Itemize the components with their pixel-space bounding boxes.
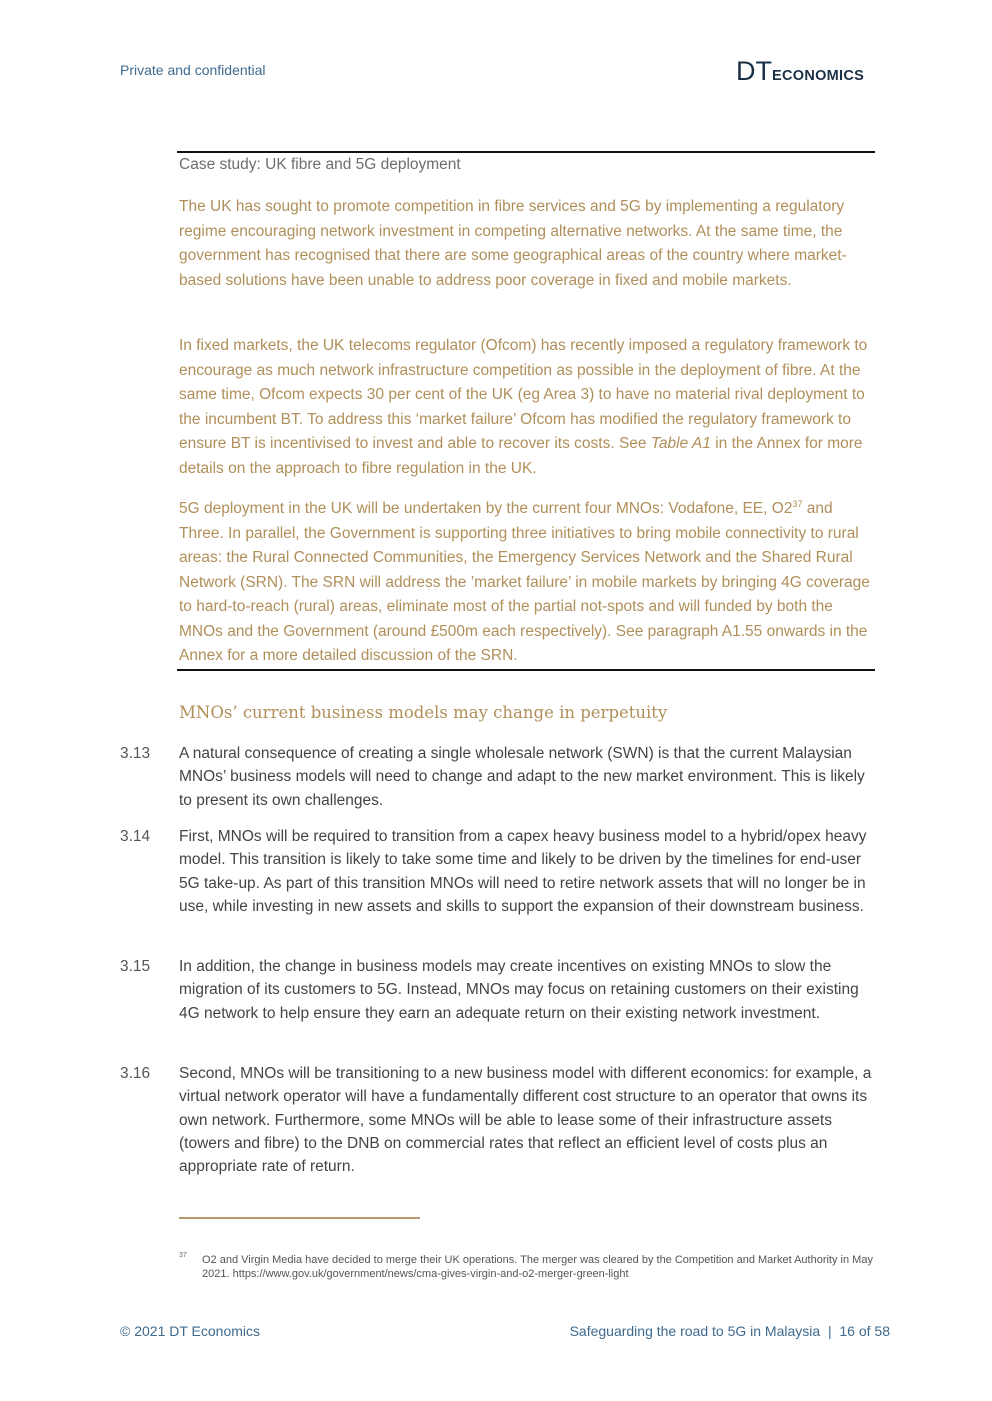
section-heading: MNOs’ current business models may change in perpetuity <box>179 703 668 722</box>
confidentiality-label: Private and confidential <box>120 62 266 78</box>
para2-text-after: in the Annex for more details on the approach to fibre regulation in the UK. <box>179 435 863 477</box>
page-number: 16 of 58 <box>839 1323 890 1339</box>
paragraph-text: In addition, the change in business models may create incentives on existing MNOs to slow the migration of its customers to 5G. Instead, MNOs may focus on retaining customers on their existing 4G network to help ensure they earn an adequate return on their existing network investment. <box>179 958 859 1022</box>
footnote-ref-37: 37 <box>792 498 803 509</box>
footnote-text: O2 and Virgin Media have decided to merge their UK operations. The merger was cleared by the Competition and Market Authority in May 2021. https://www.gov.uk/government/news/cma-gives-virgin-and-o2-merger-green-light <box>202 1254 873 1280</box>
footnote-mark: 37 <box>179 1252 187 1259</box>
case-study-title: Case study: UK fibre and 5G deployment <box>179 156 461 173</box>
paragraph-text: A natural consequence of creating a single wholesale network (SWN) is that the current Malaysian MNOs’ business models will need to change and adapt to the new market environment. This is likely to present its own challenges. <box>179 745 865 809</box>
paragraph-number: 3.13 <box>120 745 151 762</box>
paragraph-text: Second, MNOs will be transitioning to a new business model with different economics: for example, a virtual network operator will have a fundamentally different cost structure to an operator that owns its own network. Furthermore, some MNOs will be able to lease some of their infrastructure assets (towers and fibre) to the DNB on commercial rates that reflect an efficient level of costs plus an appropriate rate of return. <box>179 1065 872 1176</box>
paragraph-number: 3.16 <box>120 1065 151 1082</box>
logo-dt: DT <box>736 56 772 86</box>
logo-economics: ECONOMICS <box>772 68 865 84</box>
para2-text-before: In fixed markets, the UK telecoms regulator (Ofcom) has recently imposed a regulatory framework to encourage as much network infrastructure competition as possible in the deployment of fibre. At the same time, Ofcom expects 30 per cent of the UK (eg Area 3) to have no material rival deployment to the incumbent BT. To address this ‘market failure’ Ofcom has modified the regulatory framework to ensure BT is incentivised to invest and able to recover its costs. See <box>179 337 868 452</box>
paragraph-text: First, MNOs will be required to transition from a capex heavy business model to a hybrid/opex heavy model. This transition is likely to take some time and likely to be driven by the timelines for end-user 5G take-up. As part of this transition MNOs will need to retire network assets that will no longer be in use, while investing in new assets and skills to support the expansion of their downstream business. <box>179 828 867 915</box>
case-study-paragraph-3 <box>179 497 874 669</box>
footer-copyright: © 2021 DT Economics <box>120 1323 261 1339</box>
paragraph-number: 3.15 <box>120 958 151 975</box>
paragraph-number: 3.14 <box>120 828 151 845</box>
case-study-paragraph-2 <box>179 334 874 481</box>
para3-text-after: and Three. In parallel, the Government is supporting three initiatives to bring mobile connectivity to rural areas: the Rural Connected Communities, the Emergency Services Network and the Shared Rural Network (SRN). The SRN will address the ’market failure’ in mobile markets by bringing 4G coverage to hard-to-reach (rural) areas, eliminate most of the partial not-spots and will funded by both the MNOs and the Government (around £500m each respectively). See paragraph A1.55 onwards in the Annex for a more detailed discussion of the SRN. <box>179 500 870 664</box>
footer-doc-title: Safeguarding the road to 5G in Malaysia <box>569 1323 821 1339</box>
table-a1-reference: Table A1 <box>650 435 711 452</box>
footnote-divider <box>179 1217 420 1219</box>
case-study-paragraph-1: The UK has sought to promote competition in fibre services and 5G by implementing a regulatory regime encouraging network investment in competing alternative networks. At the same time, the government has recognised that there are some geographical areas of the country where market-based solutions have been unable to address poor coverage in fixed and mobile markets. <box>179 198 847 289</box>
footer-doc-info <box>570 1323 890 1339</box>
footer-separator: | <box>827 1323 832 1339</box>
dt-economics-logo <box>736 56 864 87</box>
para3-text-before: 5G deployment in the UK will be undertaken by the current four MNOs: Vodafone, EE, O2 <box>179 500 793 517</box>
